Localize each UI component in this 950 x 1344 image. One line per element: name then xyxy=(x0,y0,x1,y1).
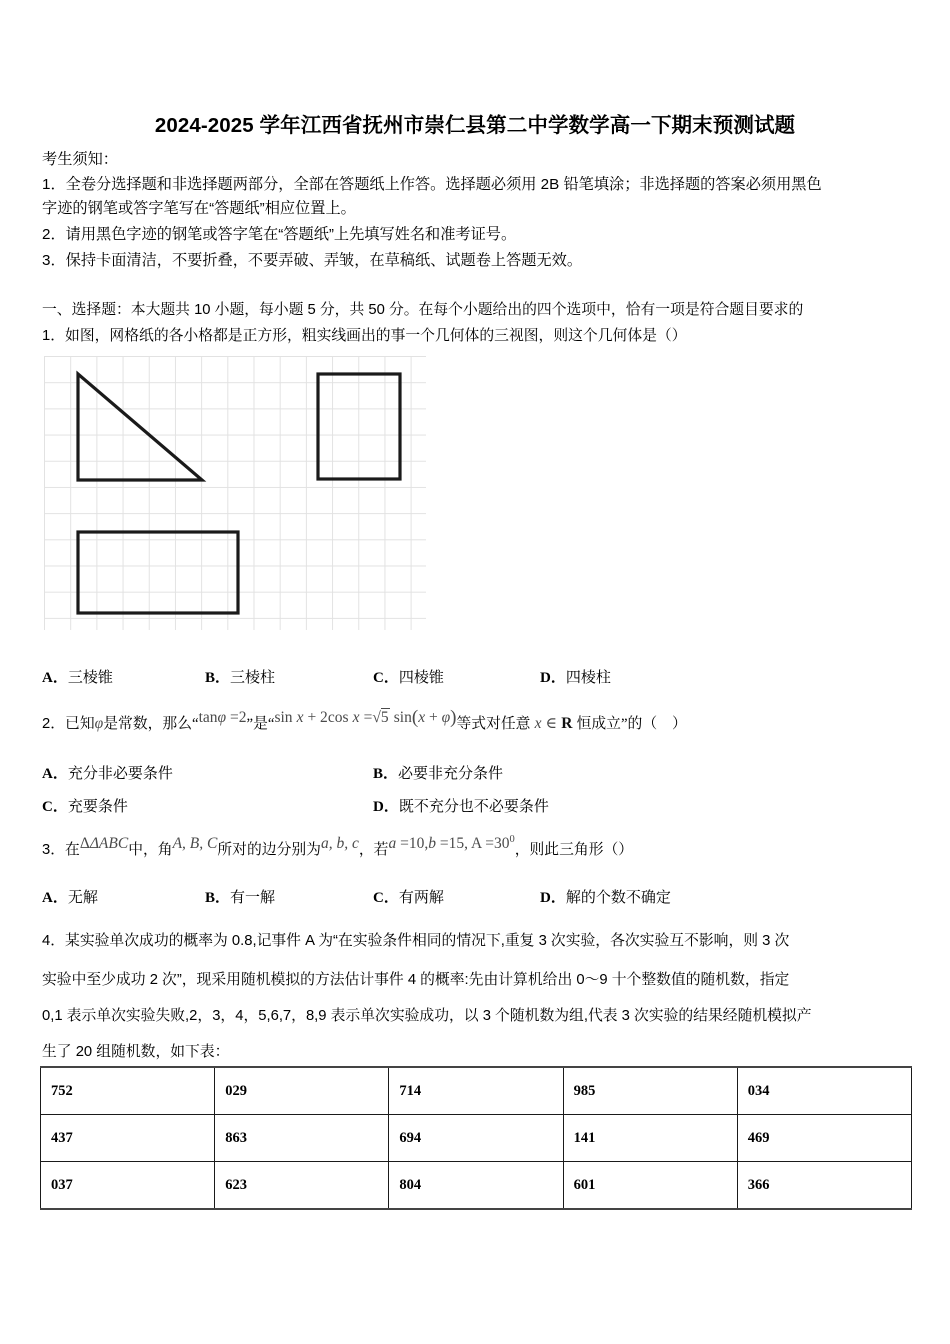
notice-item-2: 2．请用黑色字迹的钢笔或答字笔在“答题纸”上先填写姓名和准考证号。 xyxy=(42,226,517,243)
random-number-table-body xyxy=(41,1067,912,1209)
question-3-text-2: 中，角 xyxy=(128,842,173,858)
option-2-B-label: B． xyxy=(373,766,399,782)
option-1-C-text: 四棱锥 xyxy=(398,669,444,686)
table-cell: 601 xyxy=(563,1162,737,1210)
option-1-D[interactable] xyxy=(540,666,611,687)
front-view-triangle xyxy=(78,374,202,480)
option-1-A-label: A． xyxy=(42,670,68,686)
table-cell: 714 xyxy=(389,1067,563,1115)
question-4-stem-line-2: 实验中至少成功 2 次”，现采用随机模拟的方法估计事件 4 的概率:先由计算机给出 0～9 十个整数值的随机数，指定 xyxy=(42,972,790,988)
question-4-text-1: 某实验单次成功的概率为 0.8,记事件 A 为“在实验条件相同的情况下,重复 3 次实验，各次实验互不影响，则 3 次 xyxy=(65,933,790,949)
table-cell: 623 xyxy=(215,1162,389,1210)
option-2-D-label: D． xyxy=(373,799,399,815)
question-3-stem: 3．在ΔΔABC中，角A, B, C所对的边分别为a, b, c，若a =10,b =15, $A =30^0$，则此三角形（） xyxy=(42,834,634,858)
option-3-A-label: A． xyxy=(42,890,68,906)
three-view-drawing xyxy=(44,356,426,630)
question-3-degree: 0 xyxy=(509,834,515,846)
option-2-B-text: 必要非充分条件 xyxy=(398,765,504,782)
question-2-text-4: 等式对任意 xyxy=(456,716,531,732)
question-2-phi: φ xyxy=(94,715,104,732)
table-cell: 437 xyxy=(41,1115,215,1162)
option-2-B[interactable] xyxy=(373,762,503,783)
question-4-stem-line-4: 生了 20 组随机数，如下表： xyxy=(42,1044,230,1060)
option-2-C-label: C． xyxy=(42,799,68,815)
question-2-text-6: 的（ ） xyxy=(627,716,687,732)
question-2-options-row-1 xyxy=(0,762,900,784)
option-3-B-label: B． xyxy=(205,890,231,906)
question-1-figure xyxy=(44,356,426,630)
question-1-number: 1． xyxy=(42,328,66,344)
table-cell: 469 xyxy=(737,1115,911,1162)
table-cell: 694 xyxy=(389,1115,563,1162)
question-3-number: 3． xyxy=(42,842,66,858)
option-1-C[interactable] xyxy=(373,666,444,687)
option-2-A-text: 充分非必要条件 xyxy=(67,765,173,782)
question-3-sides: a, b, c xyxy=(320,835,359,852)
question-3-given: a =10,b =15, $A =30^0$ xyxy=(388,834,515,852)
table-cell: 804 xyxy=(389,1162,563,1210)
option-3-B-text: 有一解 xyxy=(230,889,276,906)
question-3-text-5: ，则此三角形（） xyxy=(514,842,634,858)
question-2-formula: sin x + 2cos x =√5 sin(x + φ) xyxy=(274,707,457,728)
option-1-B[interactable] xyxy=(205,666,275,687)
table-cell: 034 xyxy=(737,1067,911,1115)
question-3-text-3: 所对的边分别为 xyxy=(217,842,321,858)
option-1-B-label: B． xyxy=(205,670,231,686)
table-cell: 366 xyxy=(737,1162,911,1210)
question-2-text-2: 是常数，那么 xyxy=(103,716,193,732)
table-cell: 037 xyxy=(41,1162,215,1210)
option-2-D-text: 既不充分也不必要条件 xyxy=(398,798,549,815)
option-3-C-text: 有两解 xyxy=(398,889,444,906)
notice-item-1-line-2: 字迹的钢笔或答字笔写在“答题纸”相应位置上。 xyxy=(42,200,356,217)
option-3-A[interactable] xyxy=(42,886,98,907)
table-cell: 752 xyxy=(41,1067,215,1115)
question-3-text-4: ，若 xyxy=(358,842,389,858)
question-4-stem-line-3: 0,1 表示单次实验失败,2，3，4，5,6,7，8,9 表示单次实验成功，以 3 个随机数为组,代表 3 次实验的结果经随机模拟产 xyxy=(42,1008,812,1024)
table-row xyxy=(41,1162,912,1210)
notice-item-3: 3．保持卡面清洁，不要折叠，不要弄破、弄皱，在草稿纸、试题卷上答题无效。 xyxy=(42,252,583,269)
option-2-C[interactable] xyxy=(42,795,128,816)
random-number-table xyxy=(40,1066,912,1210)
option-3-C[interactable] xyxy=(373,886,444,907)
question-2-text-3: 是 xyxy=(253,716,268,732)
question-3-options xyxy=(0,886,900,908)
question-2-stem: 2．已知φ是常数，那么“tanφ =2”是“sin x + 2cos x =√5 sin(x + φ)等式对任意 x ∈ R 恒成立”的（ ） xyxy=(42,707,687,732)
option-1-C-label: C． xyxy=(373,670,399,686)
option-1-A[interactable] xyxy=(42,666,113,687)
option-3-A-text: 无解 xyxy=(67,889,98,906)
option-1-D-text: 四棱柱 xyxy=(565,669,611,686)
option-3-D-label: D． xyxy=(540,890,566,906)
question-1-options xyxy=(0,666,900,688)
table-cell: 985 xyxy=(563,1067,737,1115)
table-cell: 141 xyxy=(563,1115,737,1162)
question-2-text-5: 恒成立 xyxy=(576,716,621,732)
question-1-text: 如图，网格纸的各小格都是正方形，粗实线画出的事一个几何体的三视图，则这个几何体是（） xyxy=(65,328,687,344)
top-view-rectangle xyxy=(78,532,238,613)
table-row xyxy=(41,1115,912,1162)
notice-heading: 考生须知： xyxy=(42,151,118,168)
question-3-text-1: 在 xyxy=(65,842,80,858)
table-row xyxy=(41,1067,912,1115)
option-3-C-label: C． xyxy=(373,890,399,906)
question-2-options-row-2 xyxy=(0,795,900,817)
question-2-text-1: 已知 xyxy=(65,716,95,732)
side-view-rectangle xyxy=(318,374,400,479)
option-2-A[interactable] xyxy=(42,762,173,783)
option-1-B-text: 三棱柱 xyxy=(230,669,276,686)
option-2-A-label: A． xyxy=(42,766,68,782)
table-cell: 863 xyxy=(215,1115,389,1162)
option-3-B[interactable] xyxy=(205,886,275,907)
question-4-stem-line-1 xyxy=(42,929,789,950)
notice-item-1-line-1: 1．全卷分选择题和非选择题两部分，全部在答题纸上作答。选择题必须用 2B 铅笔填涂；非选择题的答案必须用黑色 xyxy=(42,176,822,193)
option-3-D[interactable] xyxy=(540,886,671,907)
option-3-D-text: 解的个数不确定 xyxy=(565,889,671,906)
question-3-triangle: ΔABC xyxy=(89,835,129,852)
table-cell: 029 xyxy=(215,1067,389,1115)
page-title: 2024-2025 学年江西省抚州市崇仁县第二中学数学高一下期末预测试题 xyxy=(154,114,796,137)
question-1-stem xyxy=(42,326,687,346)
option-2-C-text: 充要条件 xyxy=(67,798,128,815)
option-1-A-text: 三棱锥 xyxy=(67,669,113,686)
question-3-angles: A, B, C xyxy=(172,835,218,852)
option-2-D[interactable] xyxy=(373,795,549,816)
question-2-number: 2． xyxy=(42,716,66,732)
option-1-D-label: D． xyxy=(540,670,566,686)
question-4-number: 4． xyxy=(42,933,66,949)
section-heading: 一、选择题：本大题共 10 小题，每小题 5 分，共 50 分。在每个小题给出的四个选项中，恰有一项是符合题目要求的 xyxy=(42,302,804,318)
